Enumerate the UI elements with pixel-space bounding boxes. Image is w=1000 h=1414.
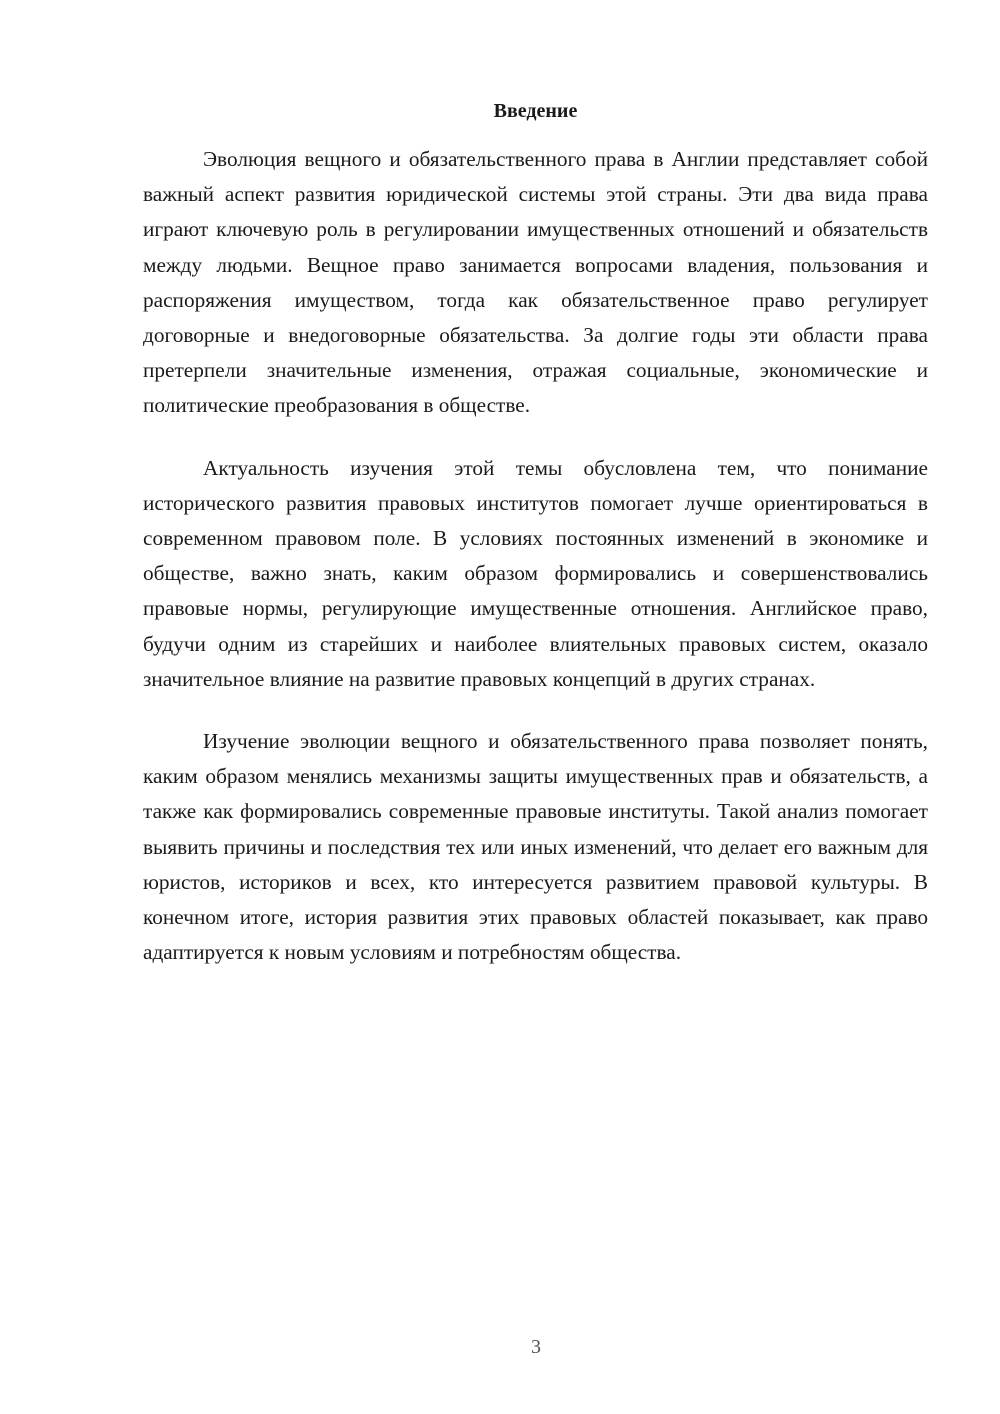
- paragraph-3: Изучение эволюции вещного и обязательственного права позволяет понять, каким образом менялись механизмы защиты имущественных прав и обязательств, а также как формировались современные правовые институты. Такой анализ помогает выявить причины и последствия тех или иных изменений, что делает его важным для юристов, историков и всех, кто интересуется развитием правовой культуры. В конечном итоге, история развития этих правовых областей показывает, как право адаптируется к новым условиям и потребностям общества.: [143, 729, 928, 965]
- section-title: Введение: [493, 100, 578, 122]
- paragraph-1: Эволюция вещного и обязательственного права в Англии представляет собой важный аспект развития юридической системы этой страны. Эти два вида права играют ключевую роль в регулировании имущественных отношений и обязательств между людьми. Вещное право занимается вопросами владения, пользования и распоряжения имуществом, тогда как обязательственное право регулирует договорные и внедоговорные обязательства. За долгие годы эти области права претерпели значительные изменения, отражая социальные, экономические и политические преобразования в обществе.: [143, 147, 928, 418]
- page-number: 3: [531, 1336, 541, 1358]
- body-text: [143, 142, 928, 997]
- paragraph-2: Актуальность изучения этой темы обусловлена тем, что понимание исторического развития правовых институтов помогает лучше ориентироваться в современном правовом поле. В условиях постоянных изменений в экономике и обществе, важно знать, каким образом формировались и совершенствовались правовые нормы, регулирующие имущественные отношения. Английское право, будучи одним из старейших и наиболее влиятельных правовых систем, оказало значительное влияние на развитие правовых концепций в других странах.: [143, 455, 928, 691]
